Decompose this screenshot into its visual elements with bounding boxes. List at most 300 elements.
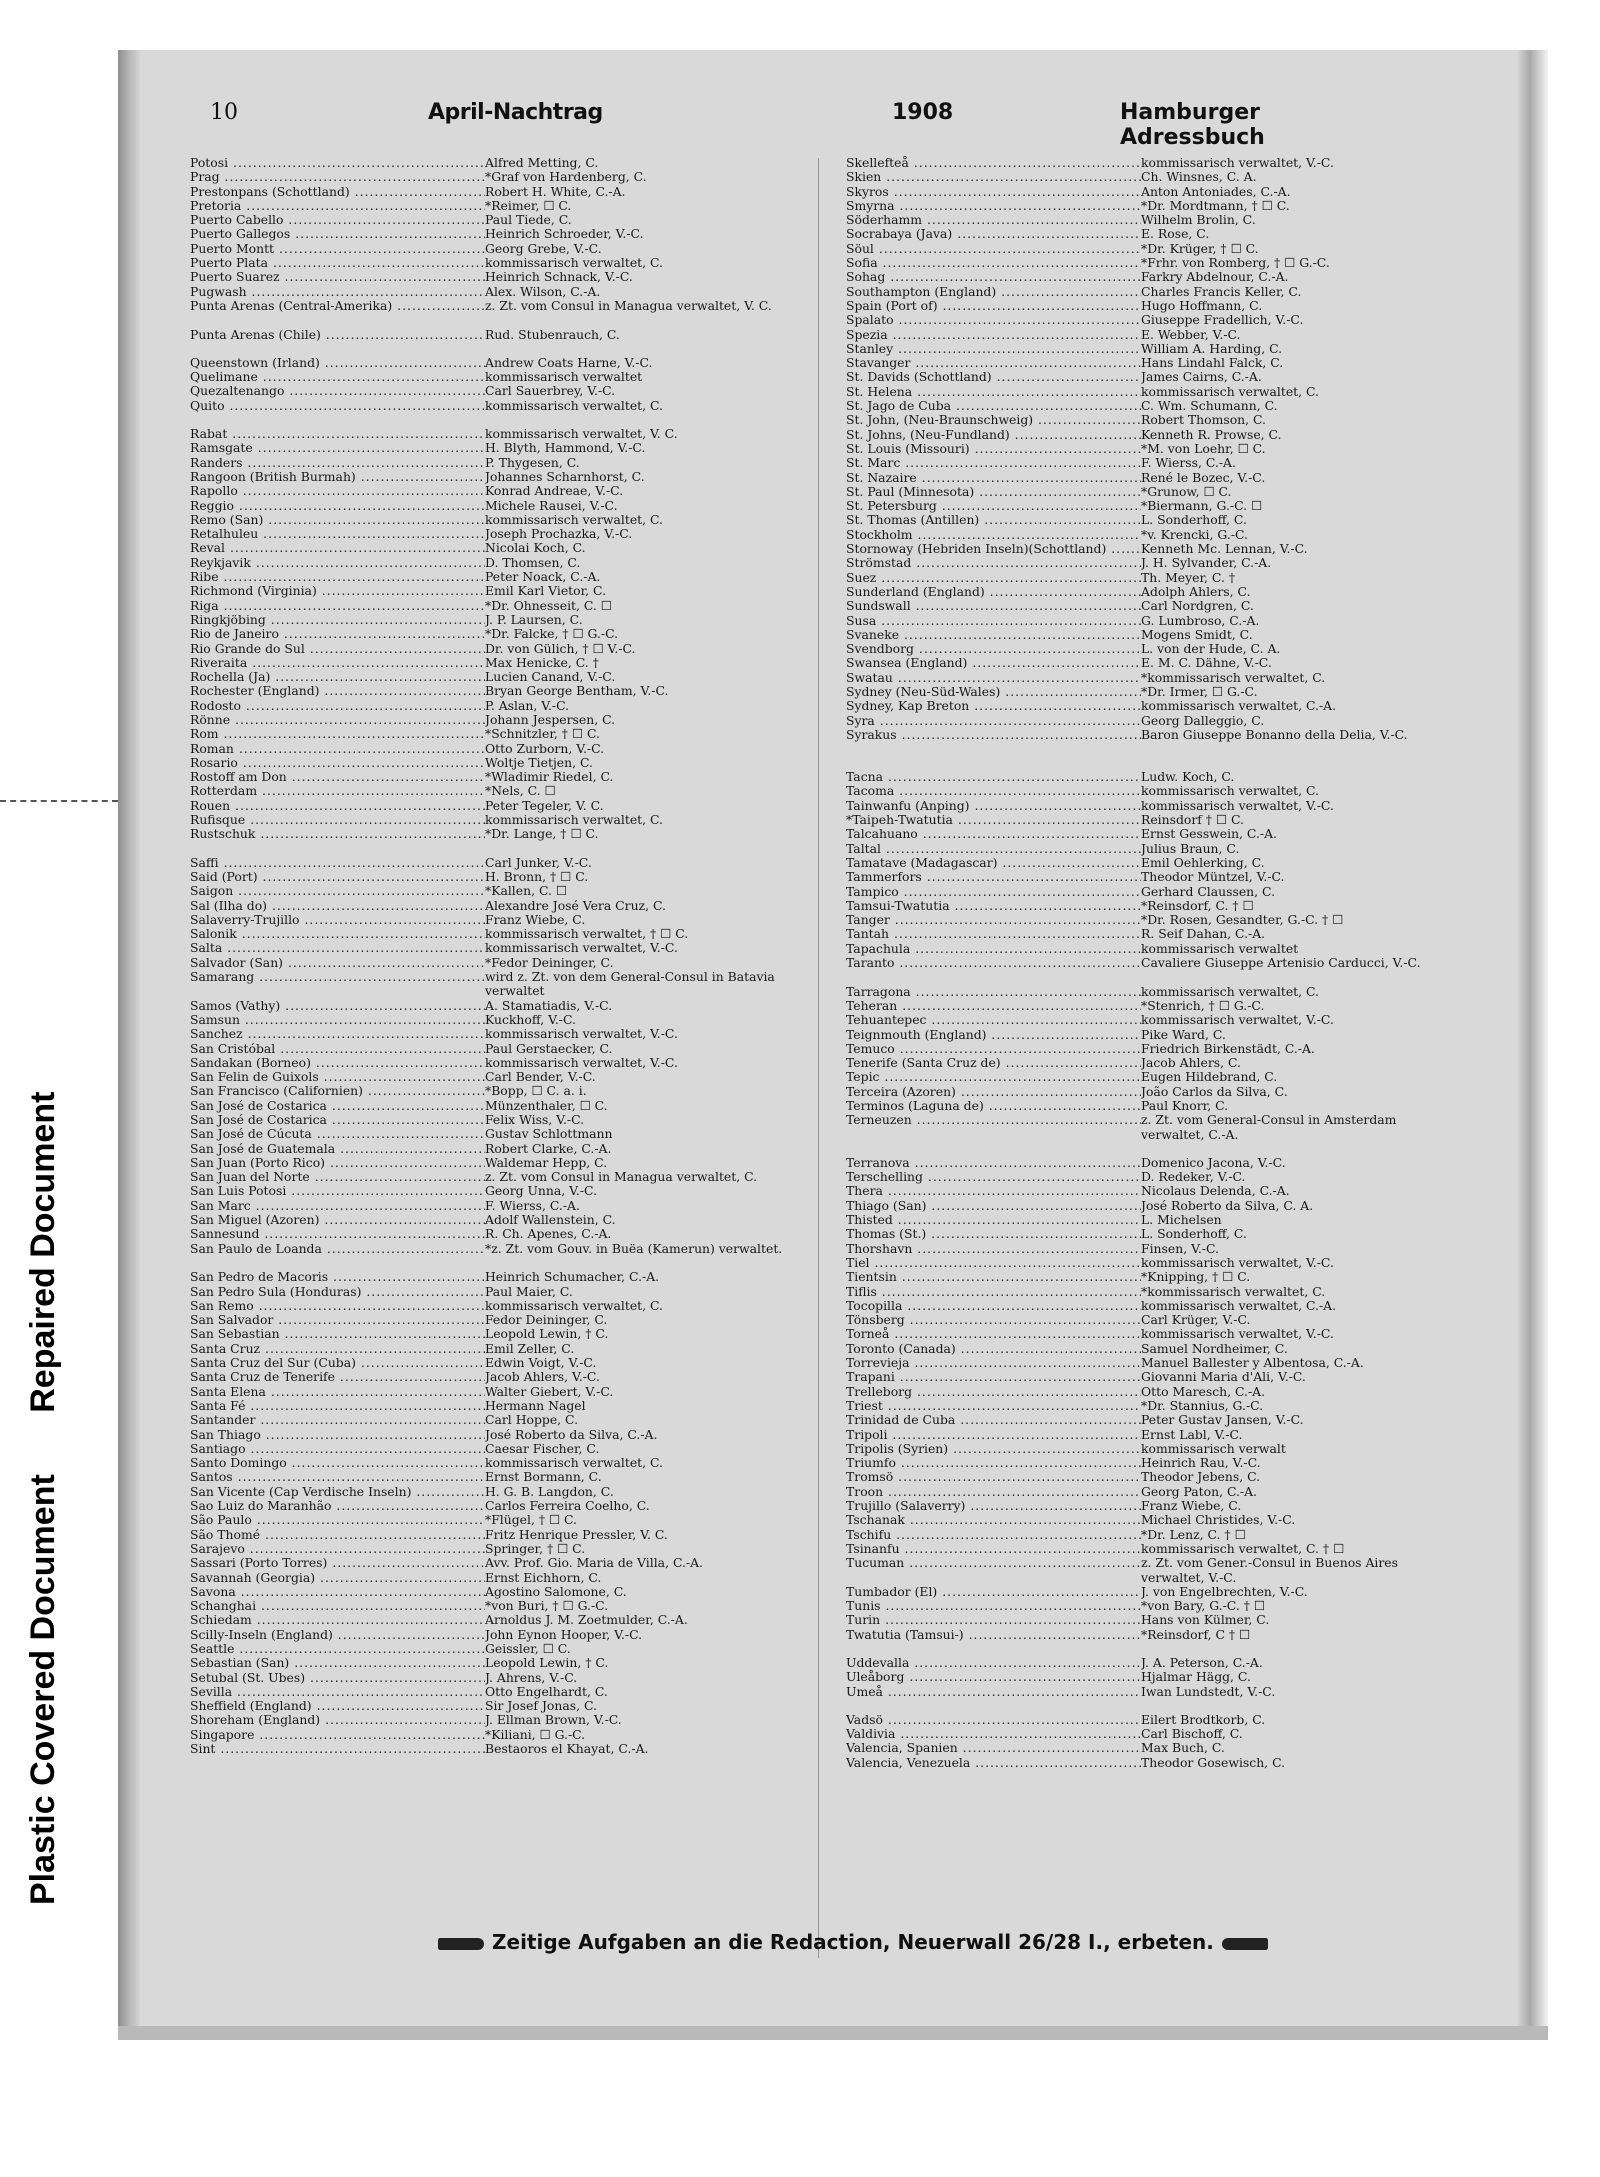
directory-entry bbox=[846, 342, 1456, 356]
entry-consul: Farkry Abdelnour, C.-A. bbox=[1141, 270, 1289, 285]
entry-consul: kommissarisch verwaltet, V.-C. bbox=[485, 1055, 678, 1070]
entry-place: San Vicente (Cap Verdische Inseln) ..... bbox=[190, 1485, 485, 1499]
entry-consul: Ernst Gesswein, C.-A. bbox=[1141, 827, 1277, 842]
entry-place: Sarajevo ..... bbox=[190, 1542, 485, 1556]
directory-entry bbox=[846, 285, 1456, 299]
entry-place: Spain (Port of) ..... bbox=[846, 299, 1141, 313]
directory-entry bbox=[846, 956, 1456, 985]
directory-entry bbox=[846, 413, 1456, 427]
entry-place: Uddevalla ..... bbox=[846, 1656, 1141, 1670]
entry-place: Umeå ..... bbox=[846, 1685, 1141, 1699]
entry-consul: Edwin Voigt, V.-C. bbox=[485, 1356, 597, 1371]
entry-place: Santa Cruz del Sur (Cuba) ..... bbox=[190, 1356, 485, 1370]
directory-entry bbox=[190, 827, 800, 841]
directory-entry bbox=[190, 613, 800, 627]
entry-place: Söul ..... bbox=[846, 242, 1141, 256]
directory-entry bbox=[190, 1113, 800, 1127]
entry-consul: kommissarisch verwaltet, C. † ☐ bbox=[1141, 1541, 1345, 1556]
entry-place: Svendborg ..... bbox=[846, 642, 1141, 656]
entry-place: Rio de Janeiro ..... bbox=[190, 627, 485, 641]
directory-entry bbox=[846, 370, 1456, 384]
directory-entry bbox=[846, 456, 1456, 470]
directory-entry bbox=[190, 1685, 800, 1699]
entry-consul: Nicolaus Delenda, C.-A. bbox=[1141, 1184, 1290, 1199]
entry-place: Terranova ..... bbox=[846, 1156, 1141, 1170]
entry-place: Ribe ..... bbox=[190, 570, 485, 584]
entry-place: Tenerife (Santa Cruz de) ..... bbox=[846, 1056, 1141, 1070]
directory-entry bbox=[190, 199, 800, 213]
entry-place: Puerto Cabello ..... bbox=[190, 213, 485, 227]
directory-entry bbox=[846, 227, 1456, 241]
entry-consul: H. Bronn, † ☐ C. bbox=[485, 869, 589, 884]
entry-place: Terneuzen ..... bbox=[846, 1113, 1141, 1127]
entry-place: Tschifu ..... bbox=[846, 1528, 1141, 1542]
entry-consul: Ch. Winsnes, C. A. bbox=[1141, 170, 1257, 185]
entry-consul: Woltje Tietjen, C. bbox=[485, 755, 593, 770]
entry-place: Socrabaya (Java) ..... bbox=[846, 227, 1141, 241]
entry-place: Samos (Vathy) ..... bbox=[190, 999, 485, 1013]
entry-place: Tientsin ..... bbox=[846, 1270, 1141, 1284]
entry-consul: Julius Braun, C. bbox=[1141, 841, 1240, 856]
directory-entry bbox=[190, 1713, 800, 1727]
directory-entry bbox=[846, 242, 1456, 256]
entry-consul: F. Wierss, C.-A. bbox=[1141, 456, 1236, 471]
directory-entry bbox=[846, 784, 1456, 798]
entry-place: San Salvador ..... bbox=[190, 1313, 485, 1327]
plastic-covered-label: Plastic Covered Document bbox=[24, 1474, 62, 1905]
entry-consul: *Graf von Hardenberg, C. bbox=[485, 170, 647, 185]
directory-entry bbox=[846, 870, 1456, 884]
entry-consul: *Dr. Lange, † ☐ C. bbox=[485, 827, 599, 842]
entry-place: Sanchez ..... bbox=[190, 1027, 485, 1041]
page-header bbox=[210, 98, 1410, 150]
entry-consul: Robert Clarke, C.-A. bbox=[485, 1141, 612, 1156]
entry-consul: *Biermann, G.-C. ☐ bbox=[1141, 499, 1263, 514]
directory-entry bbox=[190, 1499, 800, 1513]
entry-place: Tamatave (Madagascar) ..... bbox=[846, 856, 1141, 870]
entry-place: Twatutia (Tamsui-) ..... bbox=[846, 1628, 1141, 1642]
entry-place: Tocopilla ..... bbox=[846, 1299, 1141, 1313]
entry-place: St. Petersburg ..... bbox=[846, 499, 1141, 513]
entry-place: Tainwanfu (Anping) ..... bbox=[846, 799, 1141, 813]
directory-entry bbox=[190, 1342, 800, 1356]
entry-place: San Thiago ..... bbox=[190, 1428, 485, 1442]
entry-place: Sint ..... bbox=[190, 1742, 485, 1756]
directory-entry bbox=[190, 1585, 800, 1599]
entry-consul: Georg Unna, V.-C. bbox=[485, 1184, 598, 1199]
entry-consul: E. Rose, C. bbox=[1141, 227, 1210, 242]
directory-entry bbox=[846, 585, 1456, 599]
directory-entry bbox=[190, 570, 800, 584]
directory-entry bbox=[846, 1170, 1456, 1184]
directory-entry bbox=[846, 827, 1456, 841]
pointing-hand-icon bbox=[438, 1938, 484, 1950]
entry-consul: *Reinsdorf, C † ☐ bbox=[1141, 1627, 1251, 1642]
entry-consul: Domenico Jacona, V.-C. bbox=[1141, 1155, 1286, 1170]
entry-place: Reykjavik ..... bbox=[190, 556, 485, 570]
entry-consul: kommissarisch verwaltet, V.-C. bbox=[485, 1027, 678, 1042]
entry-place: Savona ..... bbox=[190, 1585, 485, 1599]
entry-consul: Nicolai Koch, C. bbox=[485, 541, 586, 556]
entry-consul: Gerhard Claussen, C. bbox=[1141, 884, 1276, 899]
directory-entry bbox=[190, 499, 800, 513]
entry-consul: Heinrich Schroeder, V.-C. bbox=[485, 227, 644, 242]
entry-consul: Ernst Bormann, C. bbox=[485, 1470, 602, 1485]
entry-place: Tripoli ..... bbox=[846, 1428, 1141, 1442]
entry-place: Riga ..... bbox=[190, 599, 485, 613]
scanned-page bbox=[118, 50, 1548, 2040]
entry-consul: Adolf Wallenstein, C. bbox=[485, 1213, 616, 1228]
entry-consul: Ernst Eichhorn, C. bbox=[485, 1570, 602, 1585]
entry-consul: Wilhelm Brolin, C. bbox=[1141, 213, 1256, 228]
entry-consul: *v. Krencki, G.-C. bbox=[1141, 527, 1248, 542]
entry-place: San José de Costarica ..... bbox=[190, 1099, 485, 1113]
entry-place: Söderhamm ..... bbox=[846, 213, 1141, 227]
entry-consul: Eilert Brodtkorb, C. bbox=[1141, 1712, 1266, 1727]
entry-consul: J. Ahrens, V.-C. bbox=[485, 1670, 578, 1685]
entry-place: Salaverry-Trujillo ..... bbox=[190, 913, 485, 927]
entry-place: St. Jago de Cuba ..... bbox=[846, 399, 1141, 413]
entry-consul: Leopold Lewin, † C. bbox=[485, 1656, 609, 1671]
entry-place: Tanger ..... bbox=[846, 913, 1141, 927]
entry-place: Tammerfors ..... bbox=[846, 870, 1141, 884]
entry-consul: Caesar Fischer, C. bbox=[485, 1441, 600, 1456]
directory-entry bbox=[190, 213, 800, 227]
directory-entry bbox=[846, 1542, 1456, 1556]
entry-consul: *Kiliani, ☐ G.-C. bbox=[485, 1727, 586, 1742]
directory-entry bbox=[190, 1413, 800, 1427]
entry-place: Terceira (Azoren) ..... bbox=[846, 1085, 1141, 1099]
entry-consul: Carl Hoppe, C. bbox=[485, 1413, 579, 1428]
entry-place: Shoreham (England) ..... bbox=[190, 1713, 485, 1727]
entry-place: Puerto Montt ..... bbox=[190, 242, 485, 256]
entry-place: Thiago (San) ..... bbox=[846, 1199, 1141, 1213]
entry-place: Savannah (Georgia) ..... bbox=[190, 1571, 485, 1585]
entry-consul: Ernst Labl, V.-C. bbox=[1141, 1427, 1243, 1442]
entry-consul: kommissarisch verwaltet, V.-C. bbox=[1141, 1255, 1334, 1270]
entry-place: Trapani ..... bbox=[846, 1370, 1141, 1384]
entry-consul: kommissarisch verwaltet, C. bbox=[485, 813, 663, 828]
entry-place: San Pedro de Macoris ..... bbox=[190, 1270, 485, 1284]
entry-consul: *von Bary, G.-C. † ☐ bbox=[1141, 1599, 1265, 1614]
entry-consul: *Dr. Irmer, ☐ G.-C. bbox=[1141, 684, 1258, 699]
directory-entry bbox=[190, 1485, 800, 1499]
directory-entry bbox=[846, 299, 1456, 313]
entry-place: Puerto Suarez ..... bbox=[190, 270, 485, 284]
entry-consul: *Dr. Mordtmann, † ☐ C. bbox=[1141, 198, 1290, 213]
directory-entry bbox=[846, 399, 1456, 413]
entry-place: Tromsö ..... bbox=[846, 1470, 1141, 1484]
entry-place: Suez ..... bbox=[846, 571, 1141, 585]
entry-consul: kommissarisch verwaltet, C. bbox=[485, 256, 663, 271]
entry-place: Talcahuano ..... bbox=[846, 827, 1141, 841]
directory-entry bbox=[846, 1099, 1456, 1113]
entry-consul: kommissarisch verwalt bbox=[1141, 1441, 1286, 1456]
entry-consul: Waldemar Hepp, C. bbox=[485, 1155, 608, 1170]
directory-entry bbox=[846, 1756, 1456, 1770]
directory-entry bbox=[846, 1385, 1456, 1399]
directory-entry bbox=[846, 885, 1456, 899]
entry-consul: *Knipping, † ☐ C. bbox=[1141, 1270, 1251, 1285]
directory-entry bbox=[190, 599, 800, 613]
directory-entry bbox=[846, 856, 1456, 870]
entry-place: Valencia, Venezuela ..... bbox=[846, 1756, 1141, 1770]
entry-consul: *Dr. Krüger, † ☐ C. bbox=[1141, 241, 1259, 256]
entry-consul: Theodor Gosewisch, C. bbox=[1141, 1755, 1286, 1770]
directory-entry bbox=[190, 185, 800, 199]
entry-place: Tepic ..... bbox=[846, 1070, 1141, 1084]
directory-entry bbox=[846, 1399, 1456, 1413]
entry-consul: Franz Wiebe, C. bbox=[1141, 1499, 1242, 1514]
entry-consul: *Reimer, ☐ C. bbox=[485, 198, 572, 213]
entry-place: Tacoma ..... bbox=[846, 784, 1141, 798]
entry-consul: R. Seif Dahan, C.-A. bbox=[1141, 927, 1266, 942]
entry-consul: Geissler, ☐ C. bbox=[485, 1641, 571, 1656]
entry-place: Stockholm ..... bbox=[846, 528, 1141, 542]
directory-entry bbox=[846, 199, 1456, 213]
directory-entry bbox=[846, 656, 1456, 670]
section-gap bbox=[190, 842, 800, 856]
directory-entry bbox=[846, 628, 1456, 642]
entry-consul: Johannes Scharnhorst, C. bbox=[485, 469, 645, 484]
entry-consul: *Dr. Ohnesseit, C. ☐ bbox=[485, 598, 612, 613]
entry-place: Susa ..... bbox=[846, 614, 1141, 628]
entry-consul: Emil Oehlerking, C. bbox=[1141, 855, 1265, 870]
entry-place: Salvador (San) ..... bbox=[190, 956, 485, 970]
entry-place: Santiago ..... bbox=[190, 1442, 485, 1456]
entry-place: Santos ..... bbox=[190, 1470, 485, 1484]
directory-entry bbox=[846, 1070, 1456, 1084]
directory-entry bbox=[190, 813, 800, 827]
entry-place: Tucuman ..... bbox=[846, 1556, 1141, 1570]
entry-consul: G. Lumbroso, C.-A. bbox=[1141, 613, 1260, 628]
entry-consul: Eugen Hildebrand, C. bbox=[1141, 1070, 1278, 1085]
entry-place: Tsinanfu ..... bbox=[846, 1542, 1141, 1556]
directory-entry bbox=[846, 1356, 1456, 1370]
entry-place: Stavanger ..... bbox=[846, 356, 1141, 370]
entry-place: Triumfo ..... bbox=[846, 1456, 1141, 1470]
directory-entry bbox=[190, 256, 800, 270]
directory-entry bbox=[846, 770, 1456, 784]
entry-consul: Carl Bender, V.-C. bbox=[485, 1070, 596, 1085]
entry-place: Prestonpans (Schottland) ..... bbox=[190, 185, 485, 199]
entry-place: Stanley ..... bbox=[846, 342, 1141, 356]
directory-entry bbox=[846, 714, 1456, 728]
entry-place: Tiflis ..... bbox=[846, 1285, 1141, 1299]
entry-consul: E. M. C. Dähne, V.-C. bbox=[1141, 656, 1272, 671]
entry-consul: kommissarisch verwaltet, V.-C. bbox=[1141, 156, 1334, 170]
entry-consul: Paul Gerstaecker, C. bbox=[485, 1041, 613, 1056]
directory-entry bbox=[846, 1685, 1456, 1699]
entry-place: Skyros ..... bbox=[846, 185, 1141, 199]
entry-consul: A. Stamatiadis, V.-C. bbox=[485, 998, 613, 1013]
entry-consul: José Roberto da Silva, C. A. bbox=[1141, 1198, 1314, 1213]
directory-entry bbox=[190, 356, 800, 370]
directory-entry bbox=[846, 270, 1456, 284]
directory-entry bbox=[190, 1285, 800, 1299]
entry-place: Schanghai ..... bbox=[190, 1599, 485, 1613]
entry-consul: J. P. Laursen, C. bbox=[485, 612, 583, 627]
directory-entry bbox=[190, 1313, 800, 1327]
entry-consul: Anton Antoniades, C.-A. bbox=[1141, 184, 1291, 199]
directory-entry bbox=[190, 299, 800, 328]
entry-place: San Felin de Guixols ..... bbox=[190, 1070, 485, 1084]
directory-entry bbox=[846, 1227, 1456, 1241]
entry-consul: Jacob Ahlers, V.-C. bbox=[485, 1370, 600, 1385]
entry-place: San Miguel (Azoren) ..... bbox=[190, 1213, 485, 1227]
entry-consul: *von Buri, † ☐ G.-C. bbox=[485, 1599, 609, 1614]
entry-place: São Thomé ..... bbox=[190, 1528, 485, 1542]
directory-entry bbox=[190, 656, 800, 670]
entry-consul: Robert Thomson, C. bbox=[1141, 413, 1267, 428]
directory-entry bbox=[846, 799, 1456, 813]
directory-entry bbox=[846, 1456, 1456, 1470]
directory-entry bbox=[190, 1042, 800, 1056]
entry-place: Puerto Gallegos ..... bbox=[190, 227, 485, 241]
section-gap bbox=[190, 413, 800, 427]
entry-place: Santa Fé ..... bbox=[190, 1399, 485, 1413]
directory-entry bbox=[190, 856, 800, 870]
entry-consul: Hugo Hoffmann, C. bbox=[1141, 298, 1263, 313]
entry-place: St. Nazaire ..... bbox=[846, 471, 1141, 485]
column-divider bbox=[818, 158, 819, 1958]
entry-place: Tamsui-Twatutia ..... bbox=[846, 899, 1141, 913]
entry-place: Sassari (Porto Torres) ..... bbox=[190, 1556, 485, 1570]
entry-place: Tehuantepec ..... bbox=[846, 1013, 1141, 1027]
entry-place: Punta Arenas (Central-Amerika) ..... bbox=[190, 299, 485, 313]
section-gap bbox=[846, 1142, 1456, 1156]
directory-entry bbox=[190, 699, 800, 713]
entry-place: Samsun ..... bbox=[190, 1013, 485, 1027]
entry-place: Sheffield (England) ..... bbox=[190, 1699, 485, 1713]
directory-entry bbox=[190, 1199, 800, 1213]
entry-place: Rönne ..... bbox=[190, 713, 485, 727]
directory-entry bbox=[190, 484, 800, 498]
directory-entry bbox=[190, 670, 800, 684]
entry-consul: L. von der Hude, C. A. bbox=[1141, 642, 1281, 657]
entry-place: Saffi ..... bbox=[190, 856, 485, 870]
entry-place: Thisted ..... bbox=[846, 1213, 1141, 1227]
directory-entry bbox=[190, 684, 800, 698]
entry-place: Turin ..... bbox=[846, 1613, 1141, 1627]
entry-consul: Fritz Henrique Pressler, V. C. bbox=[485, 1527, 668, 1542]
directory-entry bbox=[190, 1099, 800, 1113]
directory-entry bbox=[846, 1528, 1456, 1542]
entry-place: Roman ..... bbox=[190, 742, 485, 756]
entry-consul: Jacob Ahlers, C. bbox=[1141, 1056, 1241, 1071]
entry-place: San Juan del Norte ..... bbox=[190, 1170, 485, 1184]
entry-place: Ringkjöbing ..... bbox=[190, 613, 485, 627]
directory-entry bbox=[190, 170, 800, 184]
entry-place: St. Johns, (Neu-Fundland) ..... bbox=[846, 428, 1141, 442]
directory-entry bbox=[190, 1628, 800, 1642]
entry-place: Setubal (St. Ubes) ..... bbox=[190, 1671, 485, 1685]
entry-place: Skien ..... bbox=[846, 170, 1141, 184]
entry-place: Scilly-Inseln (England) ..... bbox=[190, 1628, 485, 1642]
directory-entry bbox=[190, 1156, 800, 1170]
directory-entry bbox=[190, 1170, 800, 1184]
entry-consul: Avv. Prof. Gio. Maria de Villa, C.-A. bbox=[485, 1556, 703, 1571]
directory-entry bbox=[190, 441, 800, 455]
entry-consul: *Dr. Rosen, Gesandter, G.-C. † ☐ bbox=[1141, 913, 1344, 928]
entry-place: Stornoway (Hebriden Inseln)(Schottland) ..... bbox=[846, 542, 1141, 556]
entry-place: Swansea (England) ..... bbox=[846, 656, 1141, 670]
entry-place: Triest ..... bbox=[846, 1399, 1141, 1413]
entry-consul: z. Zt. vom Gener.-Consul in Buenos Aires verwaltet, V.-C. bbox=[1141, 1556, 1398, 1585]
directory-entry bbox=[846, 671, 1456, 685]
entry-consul: P. Aslan, V.-C. bbox=[485, 698, 570, 713]
section-gap bbox=[846, 742, 1456, 756]
entry-place: Rochella (Ja) ..... bbox=[190, 670, 485, 684]
directory-entry bbox=[846, 1028, 1456, 1042]
entry-consul: kommissarisch verwaltet, C. bbox=[1141, 784, 1319, 799]
entry-place: Schiedam ..... bbox=[190, 1613, 485, 1627]
entry-consul: Kenneth R. Prowse, C. bbox=[1141, 427, 1282, 442]
directory-entry bbox=[846, 1156, 1456, 1170]
directory-entry bbox=[846, 1613, 1456, 1627]
entry-consul: Georg Paton, C.-A. bbox=[1141, 1484, 1257, 1499]
directory-entry bbox=[846, 485, 1456, 499]
directory-entry bbox=[190, 1742, 800, 1756]
entry-place: Teignmouth (England) ..... bbox=[846, 1028, 1141, 1042]
entry-consul: Heinrich Rau, V.-C. bbox=[1141, 1456, 1261, 1471]
directory-entry bbox=[190, 1656, 800, 1670]
entry-place: Samarang ..... bbox=[190, 970, 485, 984]
directory-entry bbox=[190, 1027, 800, 1041]
entry-consul: Baron Giuseppe Bonanno della Delia, V.-C. bbox=[1141, 727, 1408, 742]
directory-entry bbox=[190, 899, 800, 913]
dashed-cut-line bbox=[0, 800, 118, 802]
page-edge bbox=[1518, 50, 1548, 2040]
directory-entry bbox=[846, 385, 1456, 399]
entry-place: Tapachula ..... bbox=[846, 942, 1141, 956]
directory-entry bbox=[846, 642, 1456, 656]
entry-place: Rotterdam ..... bbox=[190, 784, 485, 798]
entry-consul: kommissarisch verwaltet, V.-C. bbox=[1141, 1327, 1334, 1342]
entry-place: Thera ..... bbox=[846, 1184, 1141, 1198]
directory-entry bbox=[846, 1313, 1456, 1327]
directory-entry bbox=[190, 1327, 800, 1341]
entry-consul: kommissarisch verwaltet, C. bbox=[1141, 984, 1319, 999]
entry-place: Spezia ..... bbox=[846, 328, 1141, 342]
entry-consul: Joseph Prochazka, V.-C. bbox=[485, 527, 633, 542]
entry-place: Rodosto ..... bbox=[190, 699, 485, 713]
entry-consul: Hjalmar Hägg, C. bbox=[1141, 1670, 1251, 1685]
entry-consul: Theodor Jebens, C. bbox=[1141, 1470, 1261, 1485]
directory-entry bbox=[190, 1542, 800, 1556]
entry-place: Taranto ..... bbox=[846, 956, 1141, 970]
entry-place: Seattle ..... bbox=[190, 1642, 485, 1656]
directory-entry bbox=[190, 513, 800, 527]
directory-entry bbox=[846, 614, 1456, 628]
entry-place: Punta Arenas (Chile) ..... bbox=[190, 328, 485, 342]
entry-place: San Juan (Porto Rico) ..... bbox=[190, 1156, 485, 1170]
directory-entry bbox=[190, 1084, 800, 1098]
directory-entry bbox=[846, 1670, 1456, 1684]
directory-entry bbox=[846, 328, 1456, 342]
directory-entry bbox=[846, 1599, 1456, 1613]
entry-consul: Otto Zurborn, V.-C. bbox=[485, 741, 605, 756]
scan-side-label bbox=[24, 1091, 63, 1905]
entry-consul: kommissarisch verwaltet, V.-C. bbox=[485, 941, 678, 956]
directory-entry bbox=[190, 399, 800, 413]
entry-place: Sevilla ..... bbox=[190, 1685, 485, 1699]
entry-place: San Marc ..... bbox=[190, 1199, 485, 1213]
entry-consul: Mogens Smidt, C. bbox=[1141, 627, 1253, 642]
entry-consul: kommissarisch verwaltet, C.-A. bbox=[1141, 699, 1337, 714]
directory-entry bbox=[846, 1713, 1456, 1727]
entry-consul: Franz Wiebe, C. bbox=[485, 912, 586, 927]
